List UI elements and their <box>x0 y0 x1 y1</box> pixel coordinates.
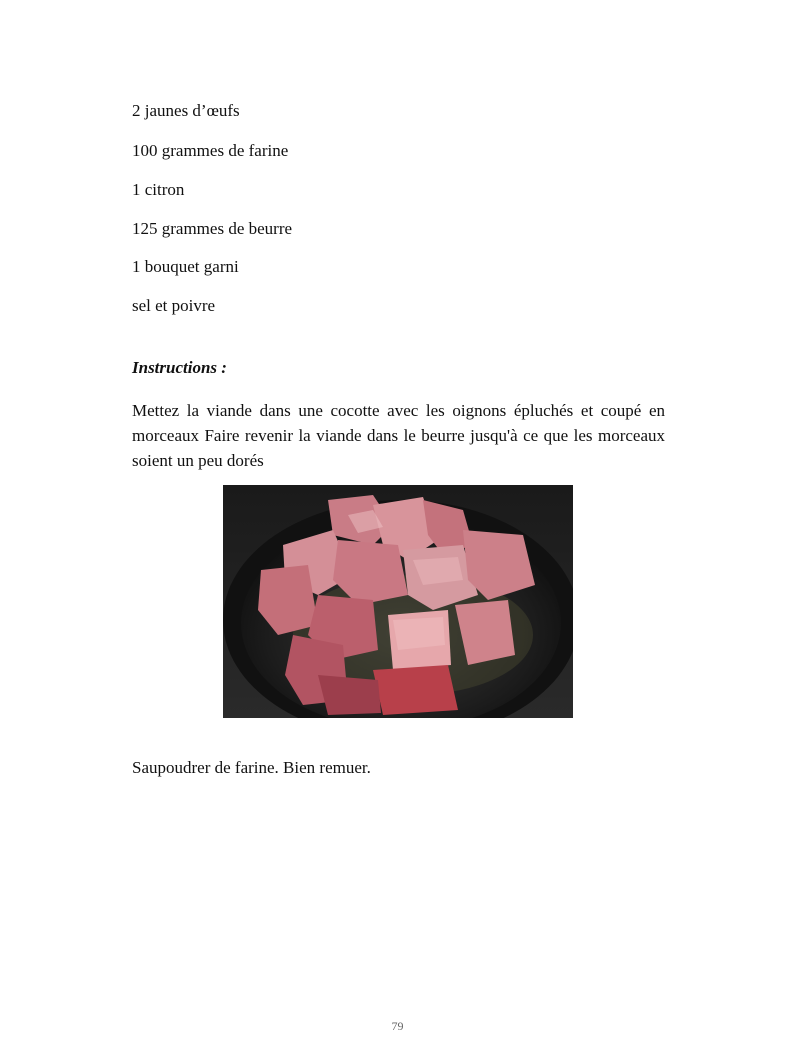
ingredient-egg-yolks: 2 jaunes d’œufs <box>132 101 240 120</box>
instructions-heading: Instructions : <box>132 358 227 377</box>
step-2-text: Saupoudrer de farine. Bien remuer. <box>132 758 371 777</box>
ingredient-butter: 125 grammes de beurre <box>132 219 293 238</box>
ingredient-flour: 100 grammes de farine <box>132 141 289 160</box>
ingredient-bouquet-garni: 1 bouquet garni <box>132 257 239 276</box>
ingredient-salt-pepper: sel et poivre <box>132 296 216 315</box>
instructions-paragraph: Mettez la viande dans une cocotte avec les oignons épluchés et coupé en morceaux Faire revenir la viande dans le beurre jusqu'à ce que les morceaux soient un peu dorés <box>132 401 665 470</box>
meat-in-pot-photo <box>223 485 573 718</box>
page-number: 79 <box>391 1019 404 1033</box>
ingredient-lemon: 1 citron <box>132 180 185 199</box>
